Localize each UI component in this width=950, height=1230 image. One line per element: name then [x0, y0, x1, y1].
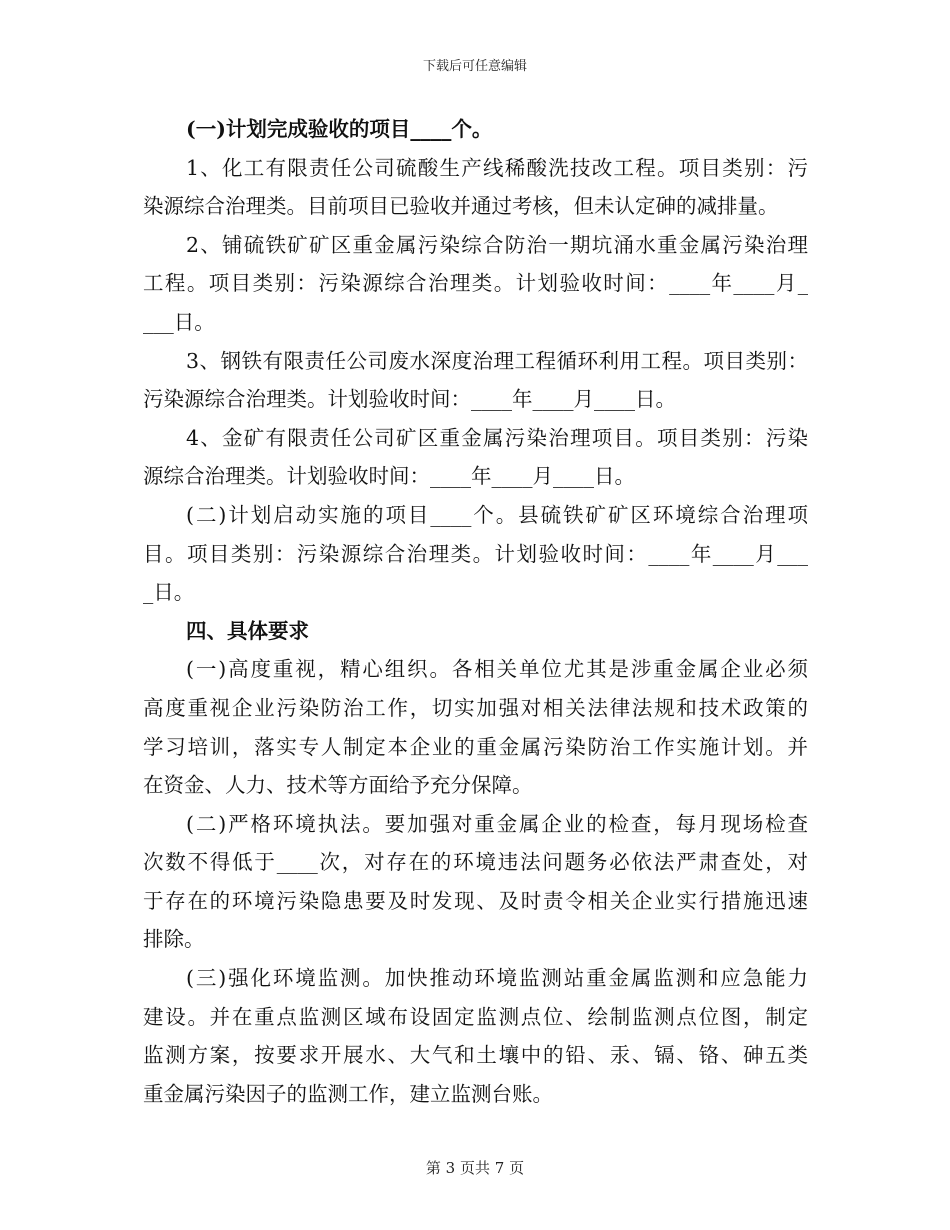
paragraph-line: 源综合治理类。计划验收时间：____年____月____日。	[143, 464, 635, 489]
paragraph-line: 次数不得低于____次，对存在的环境违法问题务必依法严肃查处，对	[143, 850, 808, 875]
paragraph-line: 于存在的环境污染隐患要及时发现、及时责令相关企业实行措施迅速	[143, 888, 808, 913]
paragraph-line: 4、金矿有限责任公司矿区重金属污染治理项目。项目类别：污染	[186, 425, 808, 450]
document-body	[143, 110, 808, 1113]
paragraph-line: ___日。	[143, 309, 215, 334]
paragraph-line: 3、钢铁有限责任公司废水深度治理工程循环利用工程。项目类别：	[186, 348, 808, 373]
paragraph-line: 重金属污染因子的监测工作，建立监测台账。	[143, 1081, 553, 1106]
paragraph-line: 在资金、人力、技术等方面给予充分保障。	[143, 773, 533, 798]
page-header: 下载后可任意编辑	[422, 59, 527, 74]
paragraph-line: 2、铺硫铁矿矿区重金属污染综合防治一期坑涌水重金属污染治理	[186, 232, 808, 257]
paragraph-line: 染源综合治理类。目前项目已验收并通过考核，但未认定砷的减排量。	[143, 194, 779, 219]
paragraph-line: 排除。	[143, 927, 205, 952]
paragraph-line: 学习培训，落实专人制定本企业的重金属污染防治工作实施计划。并	[143, 734, 808, 759]
paragraph-line: 建设。并在重点监测区域布设固定监测点位、绘制监测点位图，制定	[143, 1004, 808, 1029]
paragraph-line: _日。	[143, 580, 195, 605]
paragraph-line: (三)强化环境监测。加快推动环境监测站重金属监测和应急能力	[186, 966, 808, 991]
paragraph-line: 污染源综合治理类。计划验收时间：____年____月____日。	[143, 387, 676, 412]
section-heading-line: (一)计划完成验收的项目____个。	[186, 117, 493, 141]
paragraph-line: 监测方案，按要求开展水、大气和土壤中的铅、汞、镉、铬、砷五类	[143, 1043, 808, 1068]
paragraph-line: (一)高度重视，精心组织。各相关单位尤其是涉重金属企业必须	[186, 657, 808, 682]
paragraph-line: 目。项目类别：污染源综合治理类。计划验收时间：____年____月___	[143, 541, 808, 566]
paragraph-line: (二)严格环境执法。要加强对重金属企业的检查，每月现场检查	[186, 811, 808, 836]
paragraph-line: (二)计划启动实施的项目____个。县硫铁矿矿区环境综合治理项	[186, 502, 808, 527]
paragraph-line: 工程。项目类别：污染源综合治理类。计划验收时间：____年____月_	[143, 271, 808, 296]
section-heading-line: 四、具体要求	[186, 618, 309, 643]
paragraph-line: 高度重视企业污染防治工作，切实加强对相关法律法规和技术政策的	[143, 695, 808, 720]
paragraph-line: 1、化工有限责任公司硫酸生产线稀酸洗技改工程。项目类别：污	[186, 155, 808, 180]
page-footer: 第 3 页共 7 页	[425, 1159, 525, 1177]
